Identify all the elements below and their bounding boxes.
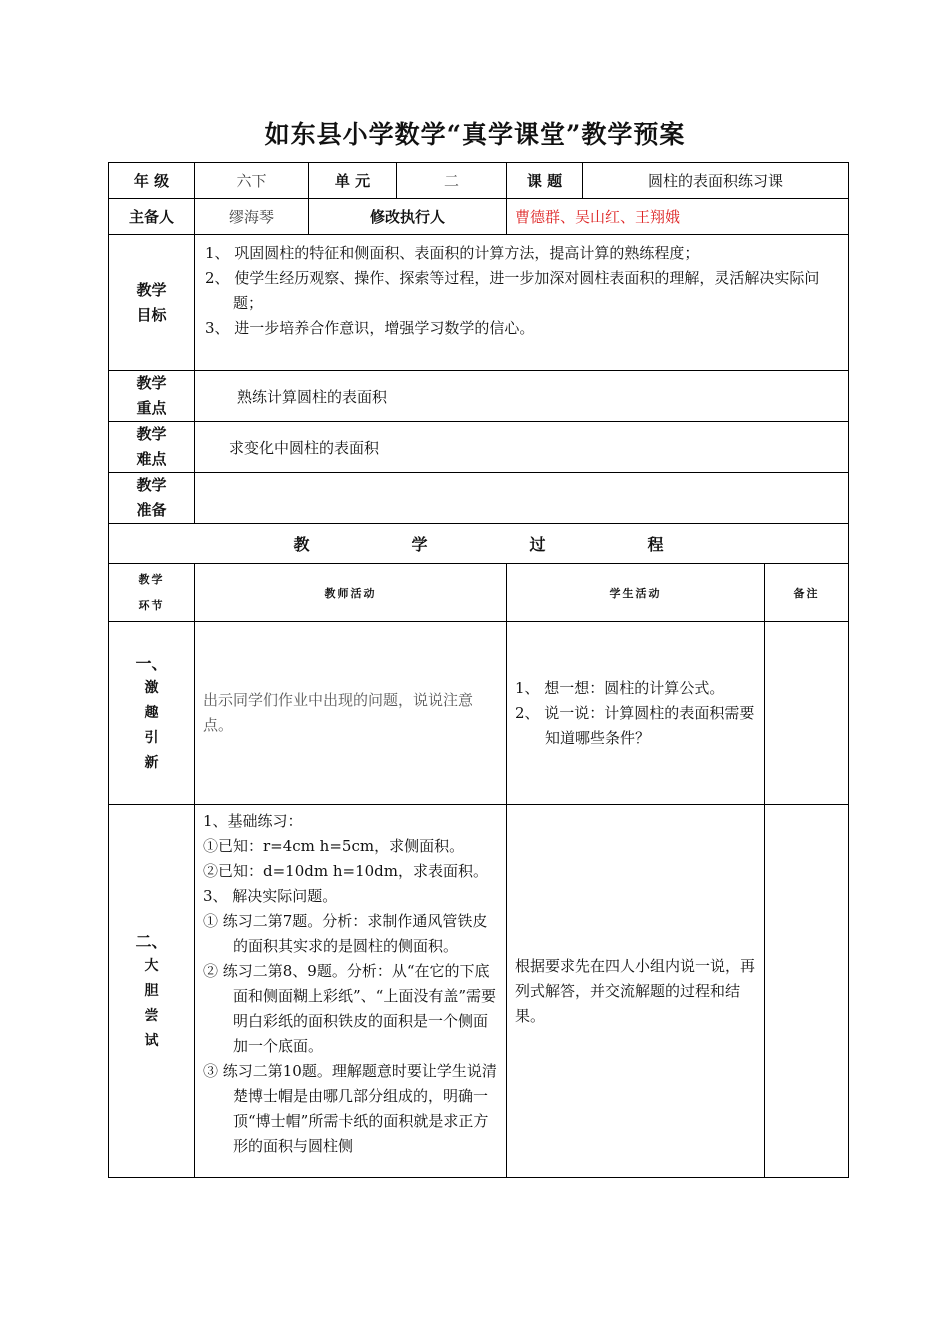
goal-item: 1、 巩固圆柱的特征和侧面积、表面积的计算方法，提高计算的熟练程度； xyxy=(205,244,700,262)
exercise-line: ②已知：d=10dm h=10dm，求表面积。 xyxy=(203,862,488,880)
preparation-text xyxy=(195,473,849,524)
preparation-label: 教学 准备 xyxy=(109,473,195,524)
info-row-1 xyxy=(109,163,849,199)
grade-value: 六下 xyxy=(195,163,309,199)
unit-value: 二 xyxy=(397,163,507,199)
stage-2-teacher xyxy=(195,805,507,1178)
topic-label: 课 题 xyxy=(507,163,583,199)
process-heading-row xyxy=(109,524,849,564)
student-column-header: 学生活动 xyxy=(507,564,765,622)
lesson-plan-table xyxy=(108,162,849,1178)
stage-1-label: 一、 激 趣 引 新 xyxy=(109,622,195,805)
editors-value: 曹德群、吴山红、王翔娥 xyxy=(507,199,849,235)
info-row-2 xyxy=(109,199,849,235)
key-point-label: 教学 重点 xyxy=(109,371,195,422)
difficulty-text: 求变化中圆柱的表面积 xyxy=(195,422,849,473)
stage-1-teacher: 出示同学们作业中出现的问题，说说注意点。 xyxy=(195,622,507,805)
exercise-line: ① 练习二第7题。分析：求制作通风管铁皮的面积其实求的是圆柱的侧面积。 xyxy=(203,912,488,955)
exercise-line: ② 练习二第8、9题。分析：从“在它的下底面和侧面糊上彩纸”、“上面没有盖”需要明白彩纸的面积铁皮的面积是一个侧面加一个底面。 xyxy=(203,962,497,1055)
student-item: 2、 说一说：计算圆柱的表面积需要知道哪些条件？ xyxy=(515,703,755,747)
key-point-row xyxy=(109,371,849,422)
difficulty-label: 教学 难点 xyxy=(109,422,195,473)
exercise-line: ③ 练习二第10题。理解题意时要让学生说清楚博士帽是由哪几部分组成的，明确一顶“博士帽”所需卡纸的面积就是求正方形的面积与圆柱侧 xyxy=(203,1062,497,1155)
stage-2-student: 根据要求先在四人小组内说一说，再列式解答，并交流解题的过程和结果。 xyxy=(507,805,765,1178)
stage-2-row xyxy=(109,805,849,1178)
key-point-text: 熟练计算圆柱的表面积 xyxy=(195,371,849,422)
stage-1-row xyxy=(109,622,849,805)
stage-1-student xyxy=(507,622,765,805)
preparer-label: 主备人 xyxy=(109,199,195,235)
unit-label: 单 元 xyxy=(309,163,397,199)
student-item: 1、 想一想：圆柱的计算公式。 xyxy=(515,678,725,697)
grade-label: 年 级 xyxy=(109,163,195,199)
goals-list xyxy=(195,235,849,371)
stage-column-header: 教学 环节 xyxy=(109,564,195,622)
editors-label: 修改执行人 xyxy=(309,199,507,235)
goal-item: 3、 进一步培养合作意识，增强学习数学的信心。 xyxy=(205,319,535,337)
difficulty-row xyxy=(109,422,849,473)
stage-1-notes xyxy=(765,622,849,805)
exercise-line: ①已知：r=4cm h=5cm，求侧面积。 xyxy=(203,837,465,855)
goal-item: 2、 使学生经历观察、操作、探索等过程，进一步加深对圆柱表面积的理解，灵活解决实际问题； xyxy=(205,269,820,312)
exercise-line: 1、基础练习： xyxy=(203,812,303,830)
preparation-row xyxy=(109,473,849,524)
page-title: 如东县小学数学“真学课堂”教学预案 xyxy=(264,120,686,149)
goals-row xyxy=(109,235,849,371)
teacher-column-header: 教师活动 xyxy=(195,564,507,622)
goals-label: 教学 目标 xyxy=(109,235,195,371)
process-heading: 教 学 过 程 xyxy=(109,524,849,564)
notes-column-header: 备注 xyxy=(765,564,849,622)
column-header-row xyxy=(109,564,849,622)
topic-value: 圆柱的表面积练习课 xyxy=(583,163,849,199)
preparer-value: 缪海琴 xyxy=(195,199,309,235)
exercise-line: 3、 解决实际问题。 xyxy=(203,887,338,905)
stage-2-notes xyxy=(765,805,849,1178)
stage-2-label: 二、 大 胆 尝 试 xyxy=(109,805,195,1178)
